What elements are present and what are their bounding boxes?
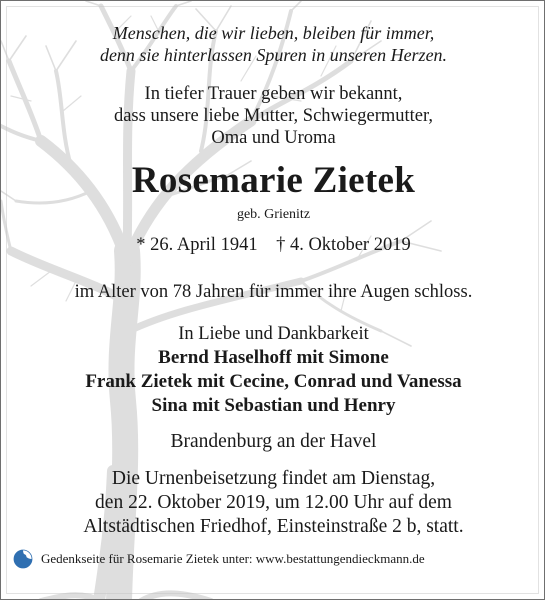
deceased-name: Rosemarie Zietek [131,160,416,201]
funeral-line-2: den 22. Oktober 2019, um 12.00 Uhr auf dem [95,492,452,513]
memorial-logo-icon [13,549,33,569]
mourner-name: Sina mit Sebastian und Henry [151,395,396,416]
memorial-page-link[interactable]: Gedenkseite für Rosemarie Zietek unter: www.bestattungendieckmann.de [41,551,425,566]
mourner-name: Frank Zietek mit Cecine, Conrad und Vanessa [85,371,462,392]
mourner-name: Bernd Haselhoff mit Simone [158,347,389,368]
motto-line-2: denn sie hinterlassen Spuren in unseren Herzen. [99,45,448,65]
place-line: Brandenburg an der Havel [170,431,377,452]
life-dates: * 26. April 1941 † 4. Oktober 2019 [136,235,411,255]
funeral-line-3: Altstädtischen Friedhof, Einsteinstraße 2 b, statt. [83,516,464,537]
age-line: im Alter von 78 Jahren für immer ihre Augen schloss. [74,282,473,302]
mourners-intro: In Liebe und Dankbarkeit [178,324,369,344]
funeral-line-1: Die Urnenbeisetzung findet am Dienstag, [111,468,436,489]
announcement-line-3: Oma und Uroma [211,128,336,148]
announcement-line-1: In tiefer Trauer geben wir bekannt, [144,84,403,104]
announcement-line-2: dass unsere liebe Mutter, Schwiegermutter, [113,106,434,126]
memorial-page-footer [13,549,425,569]
birth-name: geb. Grienitz [236,207,311,222]
motto-line-1: Menschen, die wir lieben, bleiben für immer, [112,23,435,43]
